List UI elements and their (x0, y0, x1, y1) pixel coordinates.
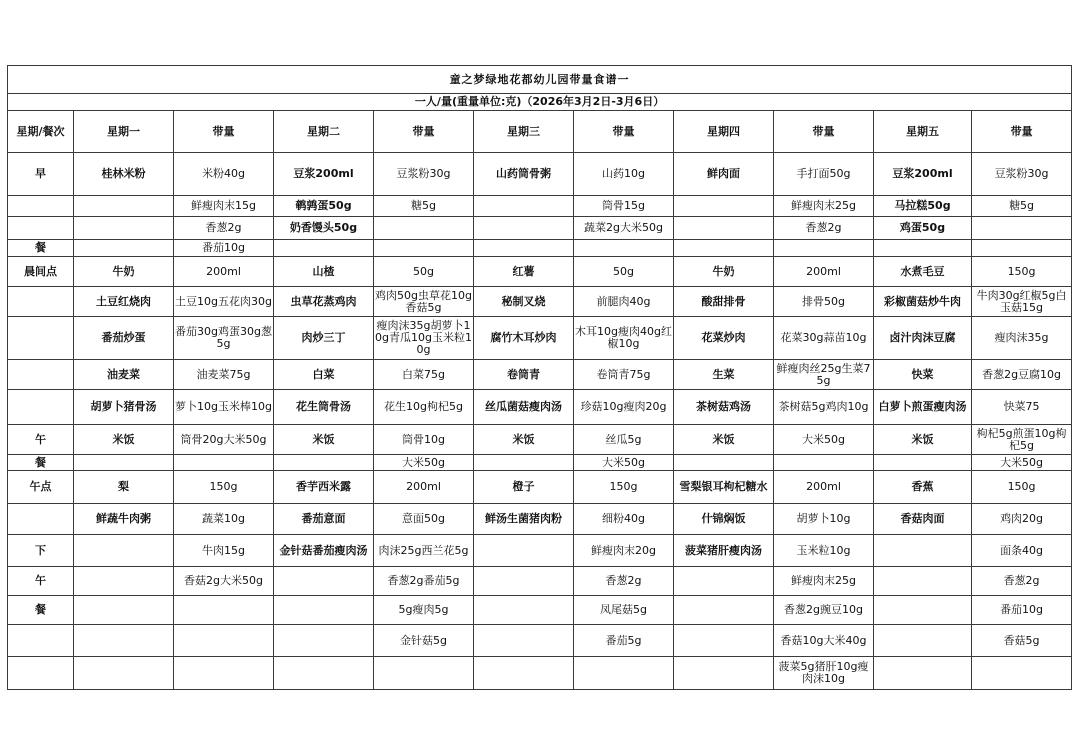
quantity-cell: 大米50g (774, 425, 874, 455)
table-row (8, 657, 1072, 690)
meal-label (8, 360, 74, 390)
quantity-cell: 木耳10g瘦肉40g红椒10g (574, 317, 674, 360)
dish-cell: 秘制叉烧 (474, 287, 574, 317)
dish-cell: 香菇肉面 (874, 504, 972, 535)
dish-cell (674, 657, 774, 690)
quantity-cell: 排骨50g (774, 287, 874, 317)
dish-cell: 米饭 (474, 425, 574, 455)
dish-cell: 白菜 (274, 360, 374, 390)
dish-cell: 鲜汤生菌猪肉粉 (474, 504, 574, 535)
quantity-cell: 大米50g (972, 455, 1072, 471)
dish-cell (274, 596, 374, 625)
quantity-cell: 5g瘦肉5g (374, 596, 474, 625)
dish-cell: 鲜蔬牛肉粥 (74, 504, 174, 535)
dish-cell: 卷筒青 (474, 360, 574, 390)
dish-cell (674, 596, 774, 625)
meal-label (8, 657, 74, 690)
dish-cell: 豆浆200ml (274, 153, 374, 196)
quantity-cell: 肉沫25g西兰花5g (374, 535, 474, 567)
table-row (8, 535, 1072, 567)
quantity-cell: 瘦肉沫35g (972, 317, 1072, 360)
dish-cell: 香蕉 (874, 471, 972, 504)
quantity-cell: 香葱2g (774, 217, 874, 240)
quantity-cell: 筒骨15g (574, 196, 674, 217)
quantity-cell: 鲜瘦肉末25g (774, 196, 874, 217)
dish-cell (874, 455, 972, 471)
dish-cell (874, 657, 972, 690)
quantity-cell: 番茄5g (574, 625, 674, 657)
quantity-cell (972, 217, 1072, 240)
meal-label (8, 390, 74, 425)
table-row (8, 625, 1072, 657)
quantity-cell (174, 625, 274, 657)
quantity-cell (774, 455, 874, 471)
quantity-cell (174, 657, 274, 690)
table-row (8, 567, 1072, 596)
column-header: 星期三 (474, 111, 574, 153)
dish-cell: 牛奶 (74, 257, 174, 287)
column-header: 星期二 (274, 111, 374, 153)
table-row (8, 596, 1072, 625)
meal-label (8, 287, 74, 317)
dish-cell: 米饭 (274, 425, 374, 455)
quantity-cell: 花菜30g蒜苗10g (774, 317, 874, 360)
meal-label (8, 504, 74, 535)
dish-cell: 番茄意面 (274, 504, 374, 535)
dish-cell: 彩椒菌菇炒牛肉 (874, 287, 972, 317)
dish-cell (874, 535, 972, 567)
quantity-cell: 筒骨20g大米50g (174, 425, 274, 455)
dish-cell (674, 625, 774, 657)
quantity-cell (174, 455, 274, 471)
quantity-cell (574, 657, 674, 690)
quantity-cell: 珍菇10g瘦肉20g (574, 390, 674, 425)
subtitle-row (8, 94, 1072, 111)
dish-cell: 酸甜排骨 (674, 287, 774, 317)
column-header: 带量 (972, 111, 1072, 153)
quantity-cell: 玉米粒10g (774, 535, 874, 567)
quantity-cell: 150g (972, 257, 1072, 287)
quantity-cell: 香葱2g (972, 567, 1072, 596)
quantity-cell: 牛肉30g红椒5g白玉菇15g (972, 287, 1072, 317)
dish-cell: 水煮毛豆 (874, 257, 972, 287)
dish-cell (474, 196, 574, 217)
dish-cell (274, 240, 374, 257)
quantity-cell: 香菇5g (972, 625, 1072, 657)
quantity-cell: 香葱2g (574, 567, 674, 596)
dish-cell: 山药筒骨粥 (474, 153, 574, 196)
dish-cell (874, 240, 972, 257)
quantity-cell: 前腿肉40g (574, 287, 674, 317)
column-header: 星期一 (74, 111, 174, 153)
quantity-cell: 豆浆粉30g (374, 153, 474, 196)
column-header: 星期/餐次 (8, 111, 74, 153)
dish-cell: 红薯 (474, 257, 574, 287)
quantity-cell: 胡萝卜10g (774, 504, 874, 535)
dish-cell (274, 625, 374, 657)
meal-label: 餐 (8, 455, 74, 471)
meal-label: 餐 (8, 596, 74, 625)
dish-cell: 番茄炒蛋 (74, 317, 174, 360)
quantity-cell: 糖5g (972, 196, 1072, 217)
table-row (8, 240, 1072, 257)
dish-cell (74, 625, 174, 657)
quantity-cell (972, 657, 1072, 690)
table-row (8, 425, 1072, 455)
column-header: 带量 (174, 111, 274, 153)
quantity-cell: 香葱2g番茄5g (374, 567, 474, 596)
quantity-cell: 金针菇5g (374, 625, 474, 657)
dish-cell: 鸡蛋50g (874, 217, 972, 240)
dish-cell: 马拉糕50g (874, 196, 972, 217)
quantity-cell: 200ml (774, 471, 874, 504)
quantity-cell: 丝瓜5g (574, 425, 674, 455)
meal-label: 午点 (8, 471, 74, 504)
quantity-cell (174, 596, 274, 625)
dish-cell: 土豆红烧肉 (74, 287, 174, 317)
quantity-cell: 卷筒青75g (574, 360, 674, 390)
dish-cell: 鲜肉面 (674, 153, 774, 196)
dish-cell: 豆浆200ml (874, 153, 972, 196)
quantity-cell: 快菜75 (972, 390, 1072, 425)
quantity-cell: 200ml (174, 257, 274, 287)
dish-cell: 香芋西米露 (274, 471, 374, 504)
dish-cell (74, 240, 174, 257)
dish-cell: 生菜 (674, 360, 774, 390)
quantity-cell: 菠菜5g猪肝10g瘦肉沫10g (774, 657, 874, 690)
table-row (8, 217, 1072, 240)
quantity-cell (972, 240, 1072, 257)
quantity-cell: 香菇2g大米50g (174, 567, 274, 596)
quantity-cell: 150g (574, 471, 674, 504)
dish-cell: 橙子 (474, 471, 574, 504)
dish-cell: 腐竹木耳炒肉 (474, 317, 574, 360)
table-row (8, 153, 1072, 196)
quantity-cell: 香葱2g豆腐10g (972, 360, 1072, 390)
dish-cell: 牛奶 (674, 257, 774, 287)
dish-cell (74, 196, 174, 217)
recipe-sheet (7, 65, 1071, 690)
dish-cell (674, 196, 774, 217)
dish-cell (674, 240, 774, 257)
table-row (8, 287, 1072, 317)
dish-cell: 白萝卜煎蛋瘦肉汤 (874, 390, 972, 425)
dish-cell: 丝瓜菌菇瘦肉汤 (474, 390, 574, 425)
meal-label: 早 (8, 153, 74, 196)
quantity-cell: 番茄10g (174, 240, 274, 257)
table-row (8, 317, 1072, 360)
dish-cell: 肉炒三丁 (274, 317, 374, 360)
dish-cell: 米饭 (74, 425, 174, 455)
quantity-cell: 茶树菇5g鸡肉10g (774, 390, 874, 425)
dish-cell: 快菜 (874, 360, 972, 390)
quantity-cell: 大米50g (574, 455, 674, 471)
recipe-table-body (8, 66, 1072, 690)
meal-label (8, 317, 74, 360)
table-row (8, 257, 1072, 287)
quantity-cell: 白菜75g (374, 360, 474, 390)
quantity-cell: 枸杞5g煎蛋10g枸杞5g (972, 425, 1072, 455)
column-header: 星期四 (674, 111, 774, 153)
dish-cell (474, 625, 574, 657)
quantity-cell: 鸡肉20g (972, 504, 1072, 535)
dish-cell: 山楂 (274, 257, 374, 287)
quantity-cell: 鲜瘦肉末15g (174, 196, 274, 217)
meal-label (8, 625, 74, 657)
dish-cell (74, 567, 174, 596)
quantity-cell: 山药10g (574, 153, 674, 196)
quantity-cell: 豆浆粉30g (972, 153, 1072, 196)
quantity-cell: 150g (972, 471, 1072, 504)
meal-label: 午 (8, 425, 74, 455)
dish-cell (674, 217, 774, 240)
quantity-cell: 50g (374, 257, 474, 287)
dish-cell: 花生筒骨汤 (274, 390, 374, 425)
quantity-cell: 鲜瘦肉末25g (774, 567, 874, 596)
dish-cell: 米饭 (874, 425, 972, 455)
quantity-cell (374, 657, 474, 690)
quantity-cell (574, 240, 674, 257)
meal-label: 午 (8, 567, 74, 596)
quantity-cell: 蔬菜2g大米50g (574, 217, 674, 240)
column-header: 带量 (774, 111, 874, 153)
dish-cell: 油麦菜 (74, 360, 174, 390)
title-row (8, 66, 1072, 94)
dish-cell (74, 455, 174, 471)
dish-cell: 虫草花蒸鸡肉 (274, 287, 374, 317)
page-subtitle: 一人/量(重量单位:克)（2026年3月2日-3月6日） (8, 94, 1072, 111)
table-row (8, 471, 1072, 504)
table-row (8, 455, 1072, 471)
dish-cell (674, 567, 774, 596)
quantity-cell (374, 240, 474, 257)
dish-cell (74, 596, 174, 625)
quantity-cell: 50g (574, 257, 674, 287)
dish-cell (474, 596, 574, 625)
dish-cell (74, 535, 174, 567)
quantity-cell (774, 240, 874, 257)
dish-cell: 米饭 (674, 425, 774, 455)
quantity-cell: 鲜瘦肉丝25g生菜75g (774, 360, 874, 390)
meal-label (8, 217, 74, 240)
dish-cell: 雪梨银耳枸杞糖水 (674, 471, 774, 504)
dish-cell (874, 567, 972, 596)
quantity-cell: 牛肉15g (174, 535, 274, 567)
quantity-cell: 香葱2g (174, 217, 274, 240)
meal-label: 餐 (8, 240, 74, 257)
dish-cell (74, 657, 174, 690)
dish-cell (274, 657, 374, 690)
dish-cell (274, 567, 374, 596)
quantity-cell: 番茄10g (972, 596, 1072, 625)
quantity-cell: 面条40g (972, 535, 1072, 567)
quantity-cell: 土豆10g五花肉30g (174, 287, 274, 317)
dish-cell (274, 455, 374, 471)
dish-cell (874, 596, 972, 625)
quantity-cell: 150g (174, 471, 274, 504)
dish-cell (474, 240, 574, 257)
quantity-cell: 蔬菜10g (174, 504, 274, 535)
quantity-cell: 瘦肉沫35g胡萝卜10g青瓜10g玉米粒10g (374, 317, 474, 360)
dish-cell: 鹌鹑蛋50g (274, 196, 374, 217)
quantity-cell: 200ml (374, 471, 474, 504)
dish-cell (474, 535, 574, 567)
table-row (8, 360, 1072, 390)
quantity-cell (374, 217, 474, 240)
column-header: 带量 (374, 111, 474, 153)
quantity-cell: 油麦菜75g (174, 360, 274, 390)
dish-cell (874, 625, 972, 657)
quantity-cell: 筒骨10g (374, 425, 474, 455)
quantity-cell: 鸡肉50g虫草花10g香菇5g (374, 287, 474, 317)
header-row (8, 111, 1072, 153)
dish-cell (474, 217, 574, 240)
quantity-cell: 意面50g (374, 504, 474, 535)
quantity-cell: 番茄30g鸡蛋30g葱5g (174, 317, 274, 360)
quantity-cell: 鲜瘦肉末20g (574, 535, 674, 567)
dish-cell (474, 657, 574, 690)
meal-label: 晨间点 (8, 257, 74, 287)
page-title: 童之梦绿地花都幼儿园带量食谱一 (8, 66, 1072, 94)
dish-cell: 奶香馒头50g (274, 217, 374, 240)
quantity-cell: 糖5g (374, 196, 474, 217)
dish-cell (74, 217, 174, 240)
dish-cell (474, 567, 574, 596)
dish-cell: 花菜炒肉 (674, 317, 774, 360)
recipe-table (7, 65, 1072, 690)
quantity-cell: 200ml (774, 257, 874, 287)
dish-cell: 茶树菇鸡汤 (674, 390, 774, 425)
table-row (8, 504, 1072, 535)
quantity-cell: 凤尾菇5g (574, 596, 674, 625)
dish-cell: 桂林米粉 (74, 153, 174, 196)
dish-cell: 金针菇番茄瘦肉汤 (274, 535, 374, 567)
table-row (8, 390, 1072, 425)
dish-cell: 梨 (74, 471, 174, 504)
quantity-cell: 萝卜10g玉米棒10g (174, 390, 274, 425)
dish-cell: 卤汁肉沫豆腐 (874, 317, 972, 360)
quantity-cell: 细粉40g (574, 504, 674, 535)
column-header: 带量 (574, 111, 674, 153)
quantity-cell: 花生10g枸杞5g (374, 390, 474, 425)
column-header: 星期五 (874, 111, 972, 153)
quantity-cell: 米粉40g (174, 153, 274, 196)
dish-cell: 什锦焖饭 (674, 504, 774, 535)
quantity-cell: 香菇10g大米40g (774, 625, 874, 657)
quantity-cell: 手打面50g (774, 153, 874, 196)
dish-cell: 菠菜猪肝瘦肉汤 (674, 535, 774, 567)
dish-cell (674, 455, 774, 471)
meal-label (8, 196, 74, 217)
dish-cell (474, 455, 574, 471)
dish-cell: 胡萝卜猪骨汤 (74, 390, 174, 425)
table-row (8, 196, 1072, 217)
quantity-cell: 大米50g (374, 455, 474, 471)
meal-label: 下 (8, 535, 74, 567)
quantity-cell: 香葱2g豌豆10g (774, 596, 874, 625)
